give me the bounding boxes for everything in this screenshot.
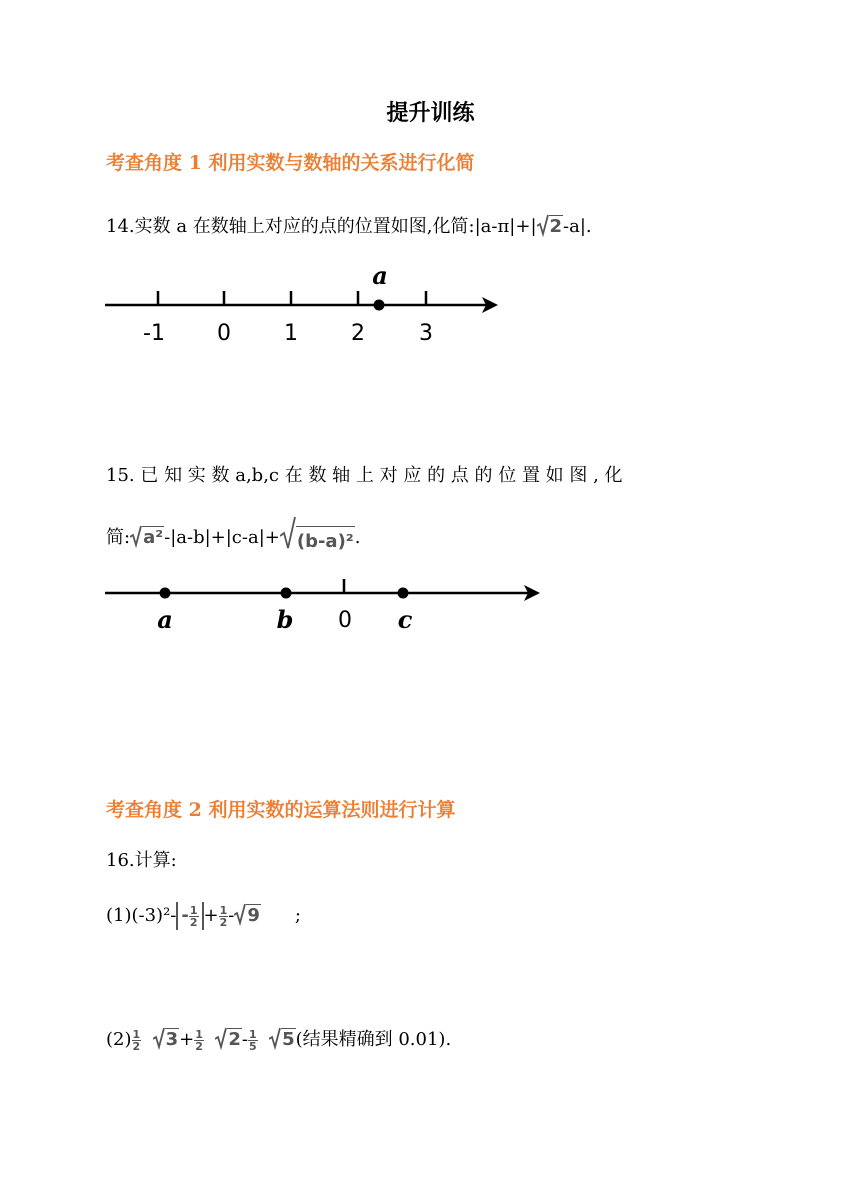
p2-suffix: (结果精确到 0.01). — [295, 1029, 452, 1050]
plus-sign: + — [179, 1029, 195, 1050]
tick-label: 0 — [217, 321, 231, 346]
point-a — [374, 300, 385, 311]
question-14 — [106, 212, 592, 238]
point-c — [398, 588, 409, 599]
absolute-value: - $\frac{1}{2}$ — [176, 902, 203, 930]
tick-label: 1 — [284, 321, 298, 346]
minus-sign: - — [241, 1029, 248, 1050]
tick-label: -1 — [143, 321, 165, 346]
zero-label: 0 — [338, 608, 352, 633]
q14-text-after: -a|. — [563, 216, 592, 237]
sqrt-expression: 5 — [269, 1028, 296, 1050]
tick-label: 2 — [351, 321, 365, 346]
point-a-label: a — [157, 605, 173, 634]
number-line-q15 — [100, 570, 550, 640]
q15-suffix: . — [354, 527, 361, 548]
page-title: 提升训练 — [386, 100, 475, 126]
fraction: $\frac{1}{5}$ — [248, 1027, 257, 1053]
sqrt-expression: 2 — [215, 1028, 242, 1050]
question-16-head: 16.计算: — [106, 850, 177, 871]
p1-prefix: (1)(-3)²- — [106, 905, 177, 926]
point-b-label: b — [276, 605, 294, 634]
point-b — [281, 588, 292, 599]
question-16-part2 — [106, 1025, 451, 1052]
number-line-q14 — [100, 258, 520, 354]
question-15-line1: 15. 已 知 实 数 a,b,c 在 数 轴 上 对 应 的 点 的 位 置 如 图 , 化 — [106, 465, 623, 486]
fraction: $\frac{1}{2}$ — [219, 903, 228, 929]
point-a-label: a — [372, 261, 388, 290]
sqrt-expression: 9 — [234, 904, 261, 926]
semicolon: ; — [294, 905, 301, 926]
sqrt-expression: 2 — [537, 215, 564, 237]
minus-sign: - — [228, 905, 235, 926]
fraction: $\frac{1}{2}$ — [195, 1027, 203, 1053]
q14-text-before: 14.实数 a 在数轴上对应的点的位置如图,化简:|a-π|+| — [106, 216, 537, 237]
q15-prefix: 简: — [106, 527, 131, 548]
fraction: $\frac{1}{2}$ — [132, 1027, 141, 1053]
sqrt-expression: (b-a)² — [280, 526, 355, 552]
point-c-label: c — [397, 605, 413, 634]
section-heading-2: 考查角度 2 利用实数的运算法则进行计算 — [106, 799, 456, 821]
plus-sign: + — [203, 905, 219, 926]
q15-middle: -|a-b|+|c-a|+ — [164, 527, 280, 548]
fraction: $\frac{1}{2}$ — [189, 903, 198, 929]
question-15-line2 — [106, 522, 361, 552]
p2-prefix: (2) — [106, 1029, 132, 1050]
tick-label: 3 — [419, 321, 433, 346]
sqrt-expression: 3 — [153, 1028, 180, 1050]
section-heading-1: 考查角度 1 利用实数与数轴的关系进行化简 — [106, 152, 475, 174]
sqrt-expression: a² — [130, 526, 164, 548]
question-16-part1 — [106, 902, 301, 930]
point-a — [160, 588, 171, 599]
